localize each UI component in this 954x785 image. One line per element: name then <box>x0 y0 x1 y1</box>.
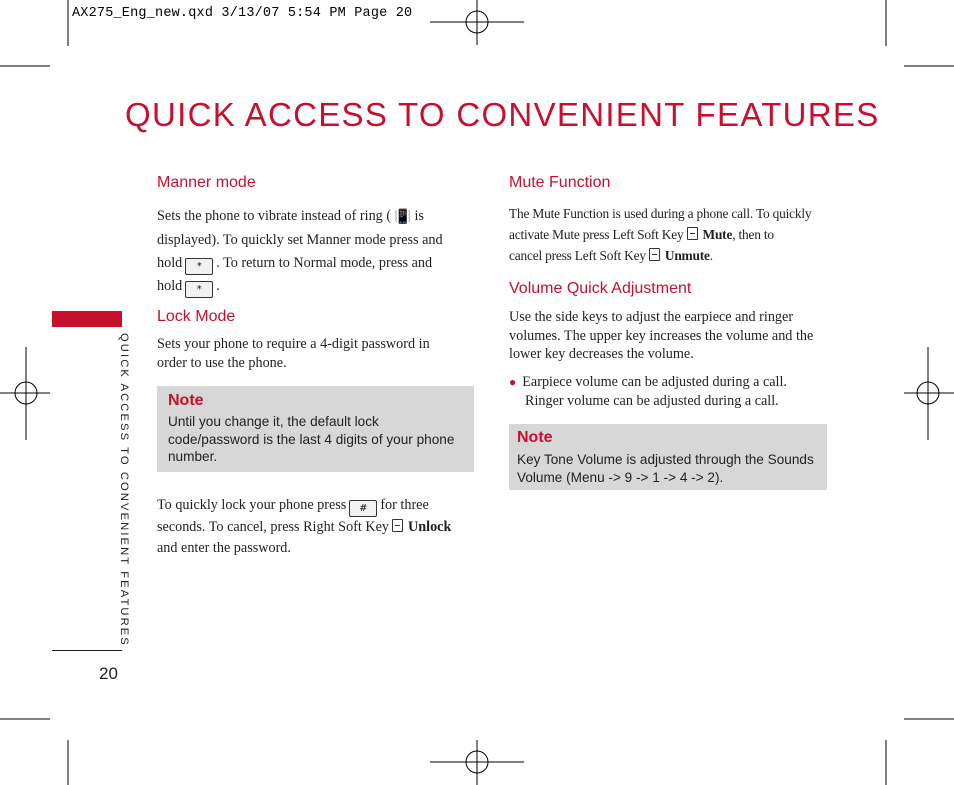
page-title: QUICK ACCESS TO CONVENIENT FEATURES <box>125 96 880 133</box>
mute-line-3c: . <box>709 248 713 263</box>
volume-bullet-2: Ringer volume can be adjusted during a call. <box>525 392 779 409</box>
lock-line-2: order to use the phone. <box>157 354 287 371</box>
manner-line-4b: . <box>216 278 220 294</box>
manner-mode-heading: Manner mode <box>157 174 256 191</box>
lock-mode-heading: Lock Mode <box>157 308 236 325</box>
volume-line-1: Use the side keys to adjust the earpiece and ringer <box>509 309 794 325</box>
manner-line-3b: . To return to Normal mode, press and <box>216 255 433 271</box>
note-line-1: Key Tone Volume is adjusted through the Sounds <box>517 452 814 467</box>
note-title: Note <box>168 392 204 409</box>
mute-label: Mute <box>702 227 733 242</box>
manner-line-4a: hold <box>157 278 183 294</box>
volume-line-2: volumes. The upper key increases the volume and the <box>509 327 814 344</box>
sidebar-section-label: QUICK ACCESS TO CONVENIENT FEATURES <box>118 333 130 647</box>
unmute-label: Unmute <box>664 248 710 263</box>
sidebar-divider <box>52 650 122 651</box>
bullet-icon: ● <box>509 375 517 389</box>
page-number: 20 <box>99 664 118 683</box>
volume-bullet-1: Earpiece volume can be adjusted during a call. <box>522 374 787 390</box>
manner-line-3a: hold <box>157 255 183 271</box>
vibrate-icon: 📳 <box>394 209 412 225</box>
volume-note-box <box>509 424 827 490</box>
manner-mode-text <box>157 205 477 298</box>
hash-key-icon: # <box>349 500 377 517</box>
lock-note-box <box>157 386 474 472</box>
quicklock-line-3: and enter the password. <box>157 540 291 556</box>
soft-key-icon <box>392 519 403 532</box>
manner-line-2: displayed). To quickly set Manner mode press and <box>157 232 443 248</box>
note-body <box>168 413 473 466</box>
note-line-2: code/password is the last 4 digits of your phone <box>168 431 455 447</box>
note-title: Note <box>517 429 553 446</box>
note-line-1: Until you change it, the default lock <box>168 414 379 429</box>
unlock-label: Unlock <box>408 519 452 535</box>
lock-mode-text <box>157 335 477 372</box>
manner-line-1a: Sets the phone to vibrate instead of ring ( <box>157 208 392 224</box>
manner-line-1b: is <box>414 208 424 224</box>
mute-function-text <box>509 203 839 266</box>
mute-line-2a: activate Mute press Left Soft Key <box>509 227 684 242</box>
mute-line-1: The Mute Function is used during a phone call. To quickly <box>509 206 812 221</box>
volume-text <box>509 308 839 364</box>
quicklock-line-1b: for three <box>380 497 429 513</box>
sidebar-tab <box>52 311 122 327</box>
mute-function-heading: Mute Function <box>509 174 611 191</box>
quicklock-line-2a: seconds. To cancel, press Right Soft Key <box>157 519 390 535</box>
volume-bullets <box>509 373 839 410</box>
lock-line-1: Sets your phone to require a 4-digit password in <box>157 336 430 352</box>
volume-line-3: lower key decreases the volume. <box>509 346 694 362</box>
soft-key-icon <box>687 227 698 240</box>
note-line-2: Volume (Menu -> 9 -> 1 -> 4 -> 2). <box>517 469 724 485</box>
slug-line: AX275_Eng_new.qxd 3/13/07 5:54 PM Page 20 <box>72 6 413 21</box>
mute-line-3a: cancel press Left Soft Key <box>509 248 646 263</box>
note-line-3: number. <box>168 449 218 464</box>
soft-key-icon <box>649 248 660 261</box>
star-key-icon: * <box>185 281 213 298</box>
volume-heading: Volume Quick Adjustment <box>509 280 692 297</box>
quicklock-line-1a: To quickly lock your phone press <box>157 497 347 513</box>
quick-lock-text <box>157 495 477 559</box>
star-key-icon: * <box>185 258 213 275</box>
mute-line-2c: , then to <box>732 227 774 242</box>
note-body <box>517 451 825 486</box>
